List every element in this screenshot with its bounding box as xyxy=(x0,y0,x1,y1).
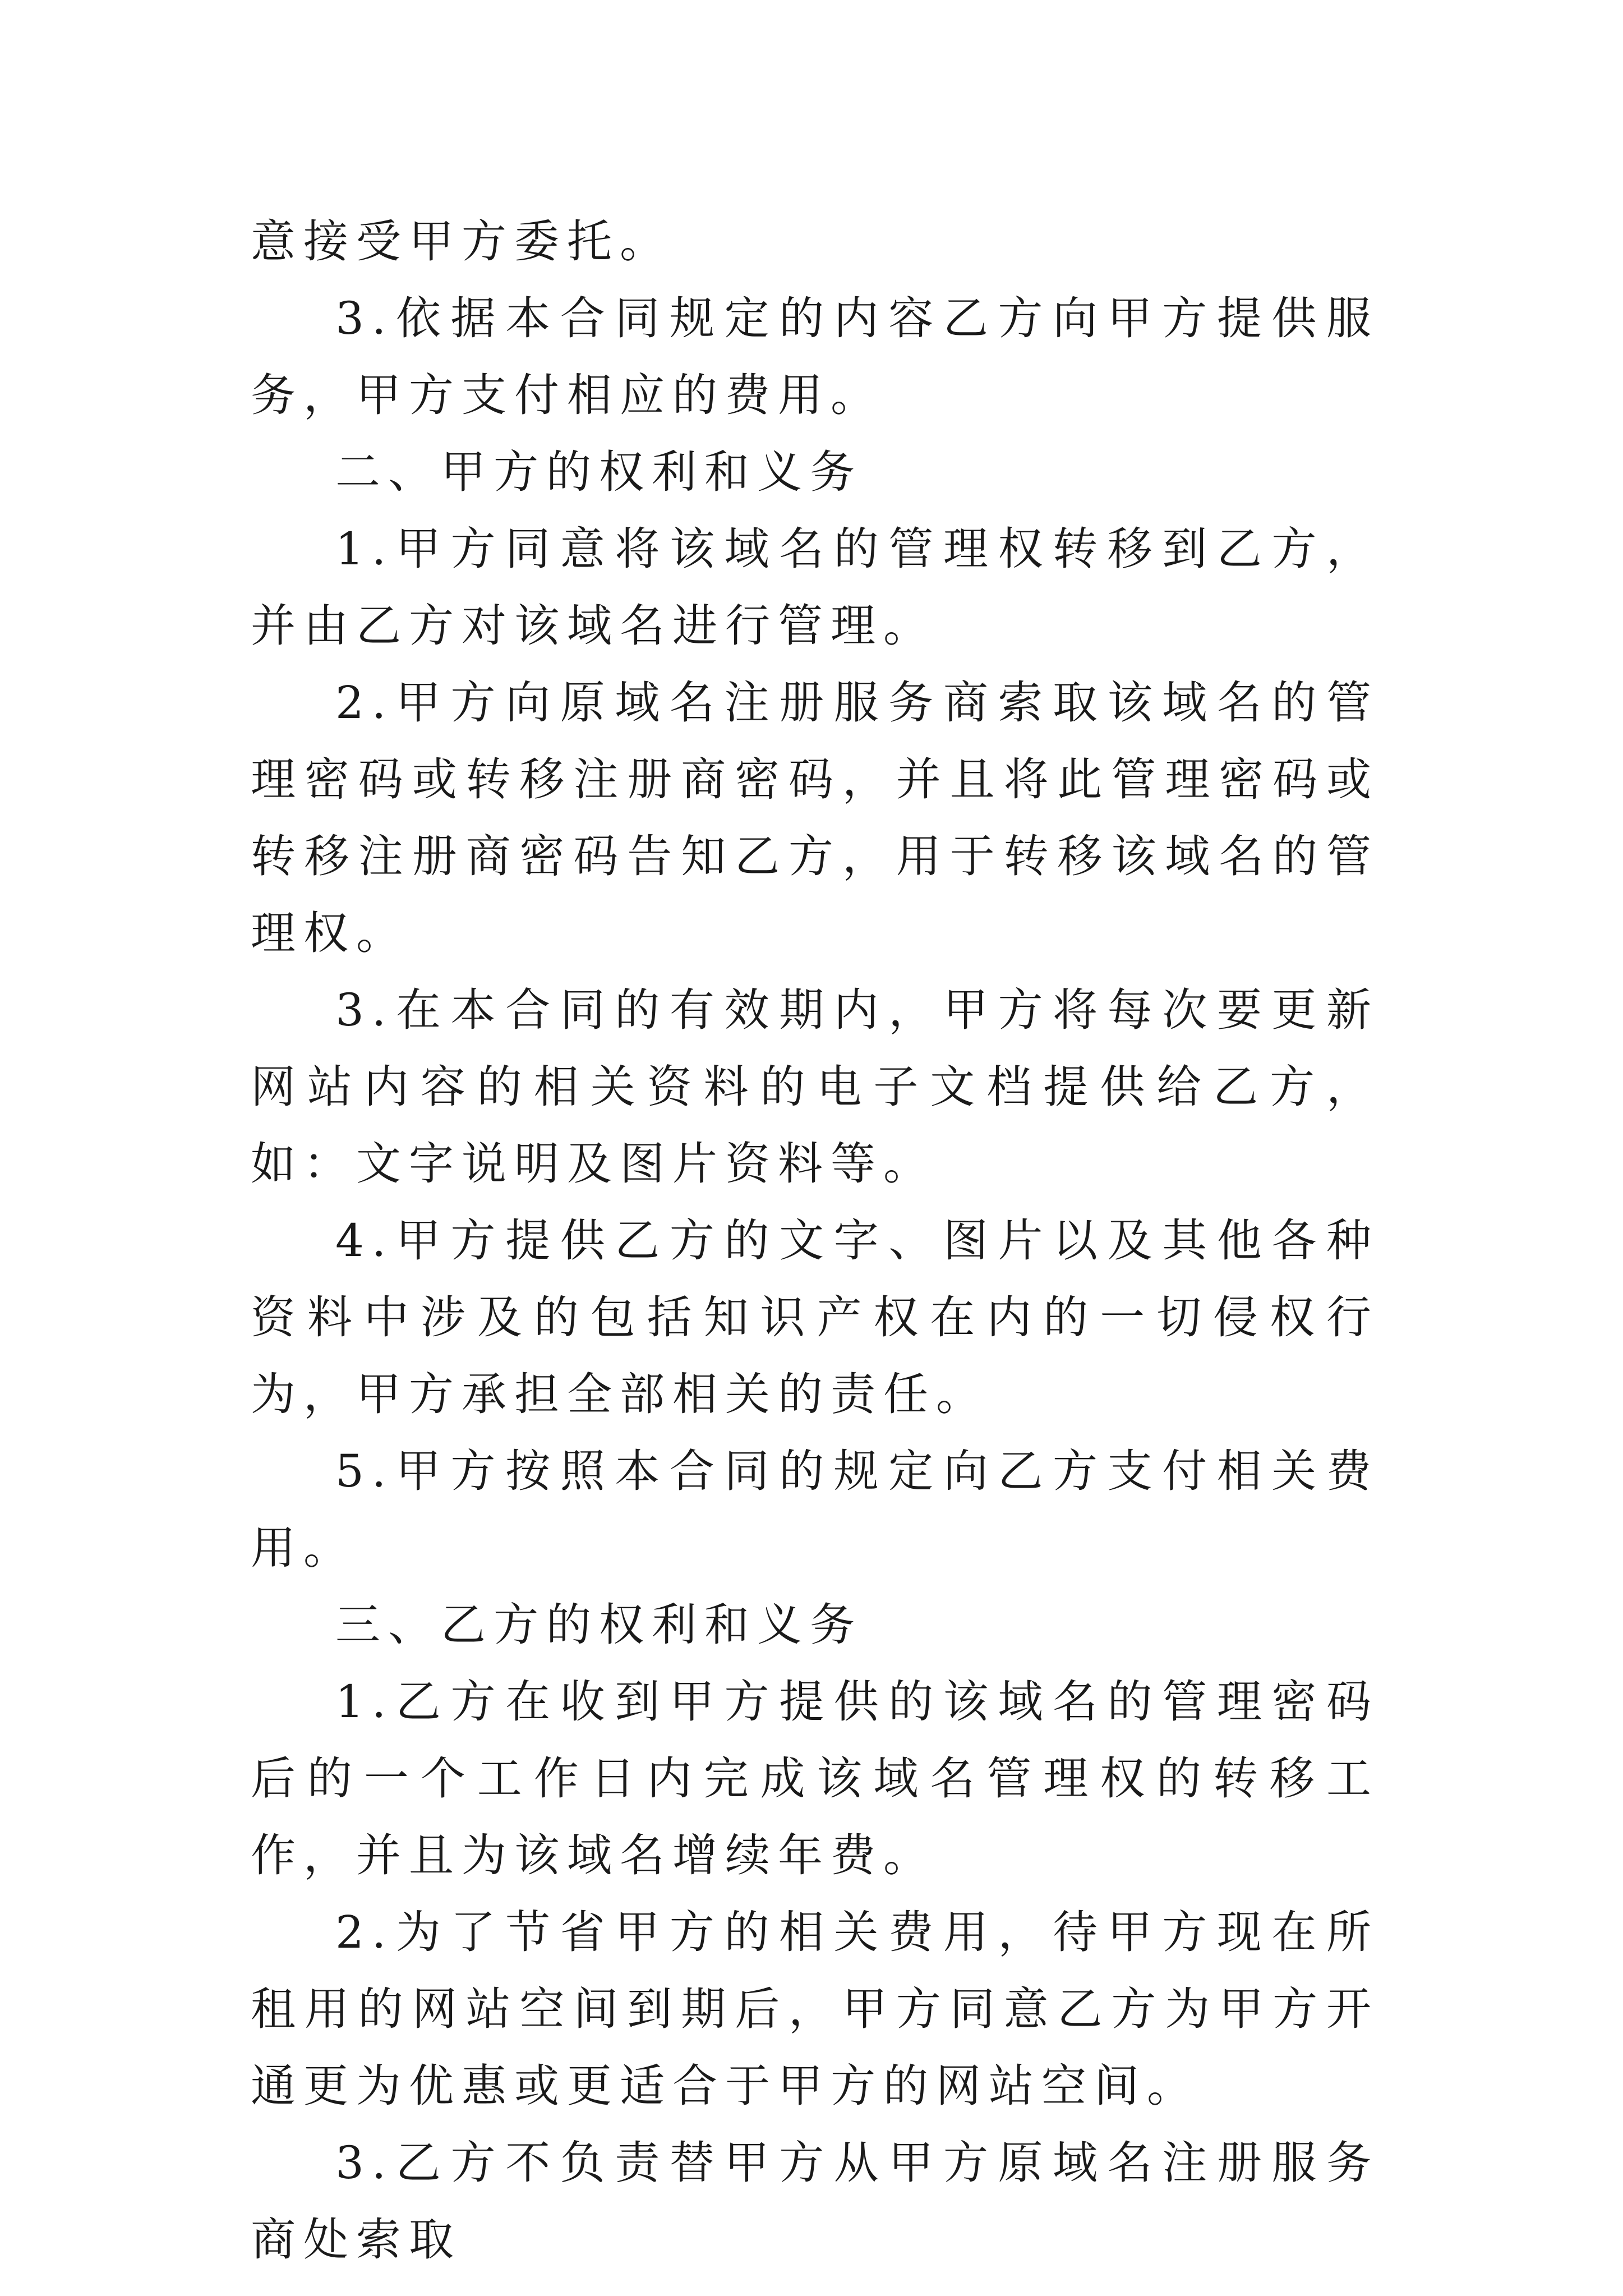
section-heading-party-a: 二、甲方的权利和义务 xyxy=(335,446,863,498)
paragraph-clause-2-3: 3.在本合同的有效期内，甲方将每次要更新网站内容的相关资料的电子文档提供给乙方，如：文字说明及图片资料等。 xyxy=(251,984,1379,1190)
paragraph-continuation: 意接受甲方委托。 xyxy=(251,215,672,268)
section-heading-party-b: 三、乙方的权利和义务 xyxy=(335,1599,863,1651)
paragraph-clause-1-3: 3.依据本合同规定的内容乙方向甲方提供服务，甲方支付相应的费用。 xyxy=(251,292,1379,421)
paragraph-clause-3-1: 1.乙方在收到甲方提供的该域名的管理密码后的一个工作日内完成该域名管理权的转移工作，并且为该域名增续年费。 xyxy=(251,1676,1379,1881)
contract-body xyxy=(251,203,1379,2278)
paragraph-clause-2-2: 2.甲方向原域名注册服务商索取该域名的管理密码或转移注册商密码，并且将此管理密码或转移注册商密码告知乙方，用于转移该域名的管理权。 xyxy=(251,677,1379,959)
paragraph-clause-2-4: 4.甲方提供乙方的文字、图片以及其他各种资料中涉及的包括知识产权在内的一切侵权行为，甲方承担全部相关的责任。 xyxy=(251,1214,1379,1420)
paragraph-clause-3-3: 3.乙方不负责替甲方从甲方原域名注册服务商处索取 xyxy=(251,2137,1379,2266)
paragraph-clause-2-5: 5.甲方按照本合同的规定向乙方支付相关费用。 xyxy=(251,1445,1379,1574)
paragraph-clause-2-1: 1.甲方同意将该域名的管理权转移到乙方，并由乙方对该域名进行管理。 xyxy=(251,523,1379,652)
paragraph-clause-3-2: 2.为了节省甲方的相关费用，待甲方现在所租用的网站空间到期后，甲方同意乙方为甲方开通更为优惠或更适合于甲方的网站空间。 xyxy=(251,1906,1379,2112)
